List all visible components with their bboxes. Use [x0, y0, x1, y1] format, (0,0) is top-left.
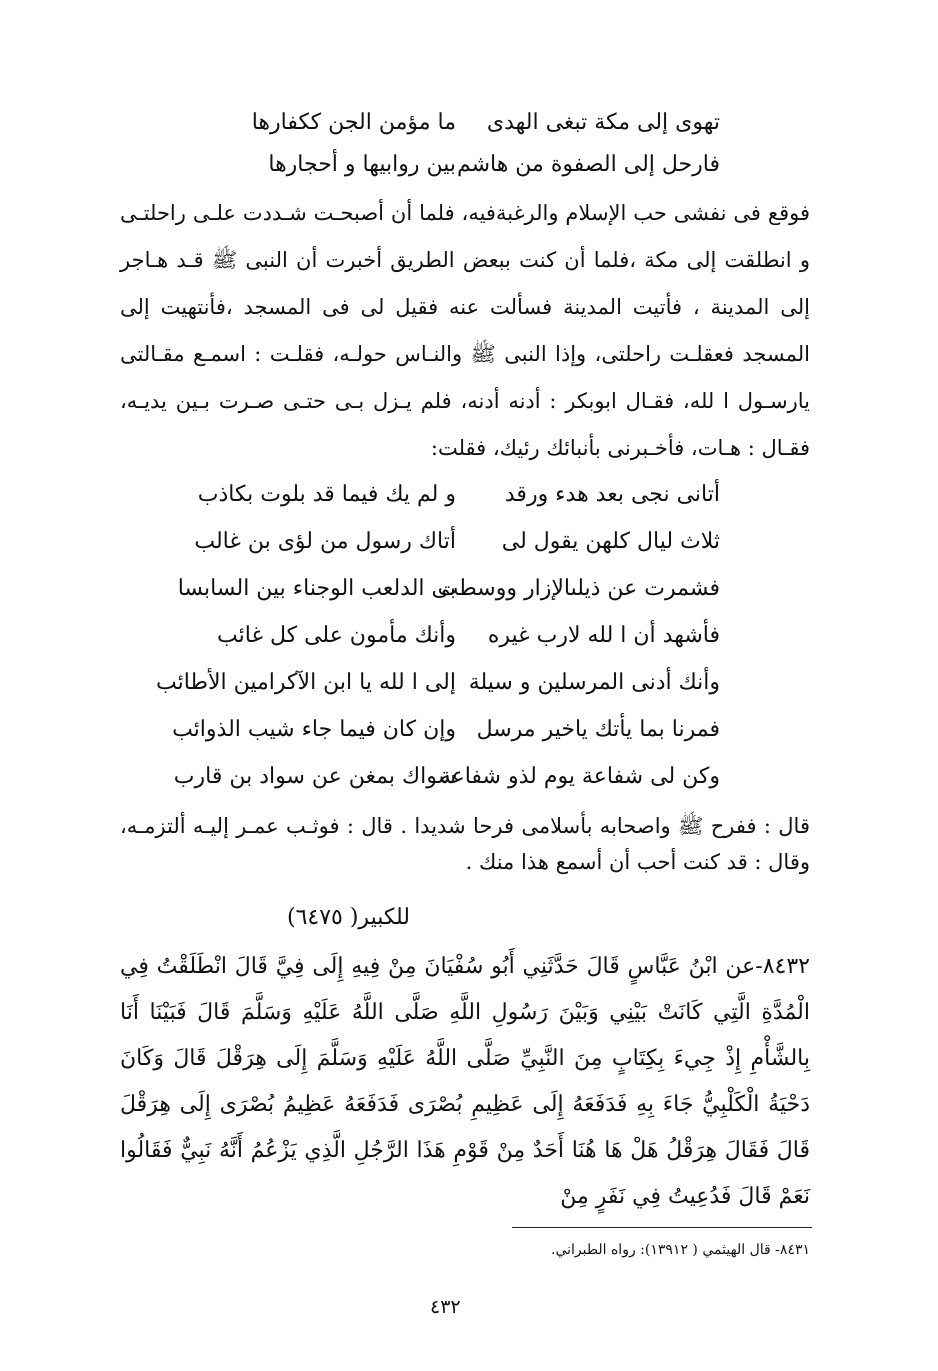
- poem1-line1-right: تهوى إلى مكة تبغى الهدى: [486, 110, 720, 135]
- narrative-paragraph: فوقع فى نفشى حب الإسلام والرغبةفيه، فلما أن أصبحـت شـددت علـى راحلتـى و انطلقت إلى مكة ،فلما أن كنت ببعض الطريق أخبرت أن النبى ﷺ قـد هـاجر إلى المدينة ، فأتيت المدينة فسألت عنه فقيل لى فى المسجد ،فأنتهيت إلى المسجد فعقلـت راحلتى، وإذا النبى ﷺ والنـاس حولـه، فقلـت : اسمـع مقـالتى يارسـول ا لله، فقـال ابوبكر : أدنه أدنه، فلم يـزل بـى حتـى صـرت بـين يديـه، فقـال : هـات، فأخـبرنى بأنبائك رئيك، فقلت:: [120, 201, 810, 460]
- poem2-line6-left: وإن كان فيما جاء شيب الذوائب: [172, 717, 456, 742]
- poem1-line2-right: فارحل إلى الصفوة من هاشم: [456, 152, 720, 177]
- poem2-line7-right: وكن لى شفاعة يوم لذو شفاعة: [439, 764, 720, 789]
- poem2-line6-right: فمرنا بما يأتك ياخير مرسل: [476, 717, 720, 742]
- page-number: ٤٣٢: [430, 1296, 461, 1318]
- poem2-line4-right: فأشهد أن ا لله لارب غيره: [487, 623, 720, 648]
- footnote-divider: [512, 1227, 812, 1228]
- poem2-line3-right: فشمرت عن ذيلىالإزار ووسطت: [437, 576, 720, 601]
- footnote: ٨٤٣١- قال الهيثمي ( ١٣٩١٢): رواه الطبراني.: [551, 1242, 810, 1258]
- poem2-line5-right: وأنك أدنى المرسلين و سيلة: [468, 670, 720, 695]
- poem2-line1-right: أتانى نجى بعد هدء ورقد: [504, 482, 720, 507]
- poem2-line7-left: سواك بمغن عن سواد بن قارب: [173, 764, 456, 789]
- poem2-line3-left: بى الدلعب الوجناء بين السابسا: [177, 576, 456, 601]
- poem2-line5-left: إلى ا لله يا ابن الآكرامين الأطائب: [156, 670, 456, 695]
- poem2-line2-right: ثلاث ليال كلهن يقول لى: [501, 529, 720, 554]
- poem2-line1-left: و لم يك فيما قد بلوت بكاذب: [197, 482, 456, 507]
- poem2-line4-left: وأنك مأمون على كل غائب: [217, 623, 456, 648]
- poem1-line1-left: ما مؤمن الجن ككفارها: [251, 110, 456, 135]
- closing-paragraph: قال : ففرح ﷺ واصحابه بأسلامى فرحا شديدا . قال : فوثـب عمـر إليـه ألتزمـه، وقال : قد كنت أحب أن أسمع هذا منك .: [120, 814, 810, 874]
- source-heading: للكبير( ٦٤٧٥): [287, 905, 410, 930]
- poem2-line2-left: أتاك رسول من لؤى بن غالب: [194, 529, 456, 554]
- hadith-text: ٨٤٣٢-عن ابْنُ عَبَّاسٍ قَالَ حَدَّثَنِي أَبُو سُفْيَانَ مِنْ فِيهِ إِلَى فِيَّ قَالَ انْطَلَقْتُ فِي الْمُدَّةِ الَّتِي كَانَتْ بَيْنِي وَبَيْنَ رَسُولِ اللَّهِ صَلَّى اللَّهُ عَلَيْهِ وَسَلَّمَ قَالَ فَبَيْنَا أَنَا بِالشَّأْمِ إِذْ جِيءَ بِكِتَابٍ مِنَ النَّبِيِّ صَلَّى اللَّهُ عَلَيْهِ وَسَلَّمَ إِلَى هِرَقْلَ قَالَ وَكَانَ دَحْيَةُ الْكَلْبِيُّ جَاءَ بِهِ فَدَفَعَهُ إِلَى عَظِيمِ بُصْرَى فَدَفَعَهُ عَظِيمُ بُصْرَى إِلَى هِرَقْلَ قَالَ فَقَالَ هِرَقْلُ هَلْ هَا هُنَا أَحَدٌ مِنْ قَوْمِ هَذَا الرَّجُلِ الَّذِي يَزْعُمُ أَنَّهُ نَبِيٌّ فَقَالُوا نَعَمْ قَالَ فَدُعِيتُ فِي نَفَرٍ مِنْ: [120, 954, 810, 1209]
- poem1-line2-left: بين روابيها و أحجارها: [268, 152, 456, 177]
